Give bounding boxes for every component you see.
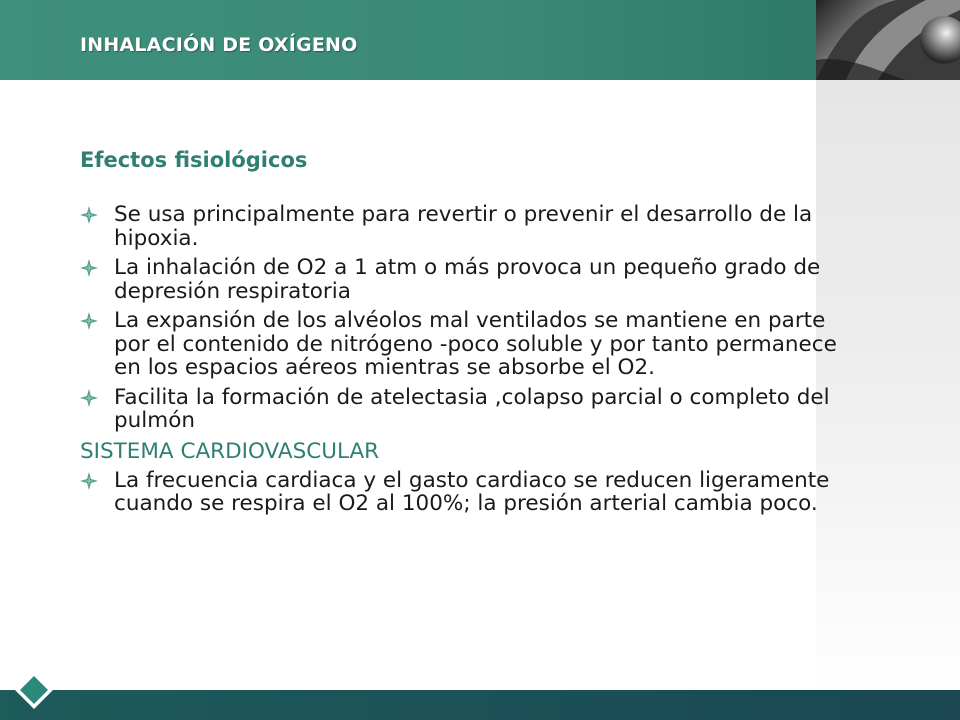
list-item xyxy=(80,386,840,433)
four-point-star-icon xyxy=(80,389,98,407)
four-point-star-icon xyxy=(80,312,98,330)
list-item xyxy=(80,309,840,380)
cardio-bullet-list xyxy=(80,469,840,516)
list-item xyxy=(80,256,840,303)
list-item xyxy=(80,203,840,250)
bullet-text: La frecuencia cardiaca y el gasto cardiaco se reducen ligeramente cuando se respira el O2 al 100%; la presión arterial cambia poco. xyxy=(114,467,830,516)
slide-title: INHALACIÓN DE OXÍGENO xyxy=(80,34,358,56)
metal-sphere-graphic xyxy=(816,0,960,80)
bullet-text: Facilita la formación de atelectasia ,colapso parcial o completo del pulmón xyxy=(114,384,830,433)
slide-content xyxy=(80,145,840,522)
section-title: Efectos fisiológicos xyxy=(80,148,308,172)
bullet-text: Se usa principalmente para revertir o prevenir el desarrollo de la hipoxia. xyxy=(114,202,813,251)
cardio-heading: SISTEMA CARDIOVASCULAR xyxy=(80,438,380,464)
corner-metal-image xyxy=(816,0,960,80)
header-band xyxy=(0,0,816,80)
diamond-logo-icon xyxy=(14,670,54,710)
four-point-star-icon xyxy=(80,259,98,277)
effects-bullet-list xyxy=(80,203,840,433)
four-point-star-icon xyxy=(80,472,98,490)
bullet-text: La inhalación de O2 a 1 atm o más provoca un pequeño grado de depresión respiratoria xyxy=(114,255,821,304)
footer-bar xyxy=(0,690,960,720)
bullet-text: La expansión de los alvéolos mal ventilados se mantiene en parte por el contenido de nitrógeno -poco soluble y por tanto permanece en los espacios aéreos mientras se absorbe el O2. xyxy=(114,308,837,380)
four-point-star-icon xyxy=(80,206,98,224)
list-item xyxy=(80,469,840,516)
